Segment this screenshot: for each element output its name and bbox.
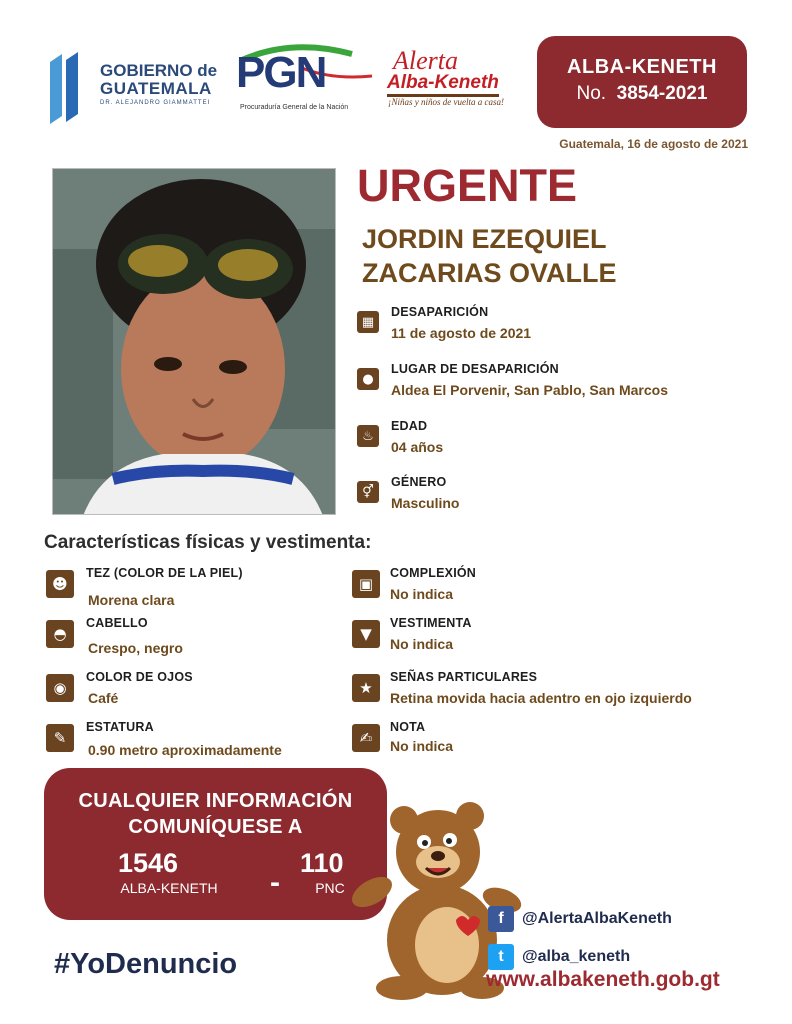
alerta-tagline: ¡Niñas y niños de vuelta a casa! (388, 97, 504, 107)
gobierno-logo-text: GOBIERNO de GUATEMALA DR. ALEJANDRO GIAMMATTEI (100, 61, 218, 106)
phone-alba-keneth-label: ALBA-KENETH (120, 880, 218, 896)
facebook-icon: f (488, 906, 514, 932)
guatemala-flag-logo (48, 52, 94, 126)
alerta-logo-line2: Alba-Keneth (387, 72, 499, 97)
case-number-badge (537, 36, 747, 128)
twitter-link[interactable]: t @alba_keneth (488, 944, 630, 970)
pgn-subtitle: Procuraduría General de la Nación (240, 104, 349, 111)
characteristics-title: Características físicas y vestimenta: (44, 532, 372, 553)
missing-child-photo (52, 168, 336, 515)
contact-line2: COMUNÍQUESE A (128, 816, 303, 838)
head-icon: ☻ (46, 570, 74, 598)
case-number: No. 3854-2021 (576, 83, 708, 104)
phone-alba-keneth[interactable]: 1546 (118, 848, 179, 878)
website-link[interactable]: www.albakeneth.gob.gt (486, 968, 720, 991)
ruler-icon: ✎ (46, 724, 74, 752)
publication-date: Guatemala, 16 de agosto de 2021 (559, 137, 748, 151)
urgent-heading: URGENTE (357, 160, 578, 211)
phone-separator: - (270, 866, 280, 899)
gender-icon: ⚥ (357, 481, 379, 503)
phone-pnc-label: PNC (315, 880, 345, 896)
location-pin-icon: ● (357, 368, 379, 390)
twitter-icon: t (488, 944, 514, 970)
facebook-link[interactable]: f @AlertaAlbaKeneth (488, 906, 672, 932)
star-icon: ★ (352, 674, 380, 702)
note-icon: ✍ (352, 724, 380, 752)
hair-icon: ◓ (46, 620, 74, 648)
pgn-logo: PGN (236, 48, 376, 108)
alerta-logo-line1: Alerta (393, 46, 458, 75)
shirt-icon: ▼ (352, 620, 380, 648)
eye-icon: ◉ (46, 674, 74, 702)
contact-box (44, 768, 387, 920)
case-title: ALBA-KENETH (567, 56, 717, 78)
hashtag: #YoDenuncio (54, 948, 238, 980)
scale-icon: ▣ (352, 570, 380, 598)
cake-icon: ♨ (357, 425, 379, 447)
missing-person-name: JORDIN EZEQUIEL ZACARIAS OVALLE (362, 224, 617, 288)
calendar-icon: ▦ (357, 311, 379, 333)
phone-pnc[interactable]: 110 (300, 848, 344, 878)
contact-line1: CUALQUIER INFORMACIÓN (78, 790, 353, 812)
